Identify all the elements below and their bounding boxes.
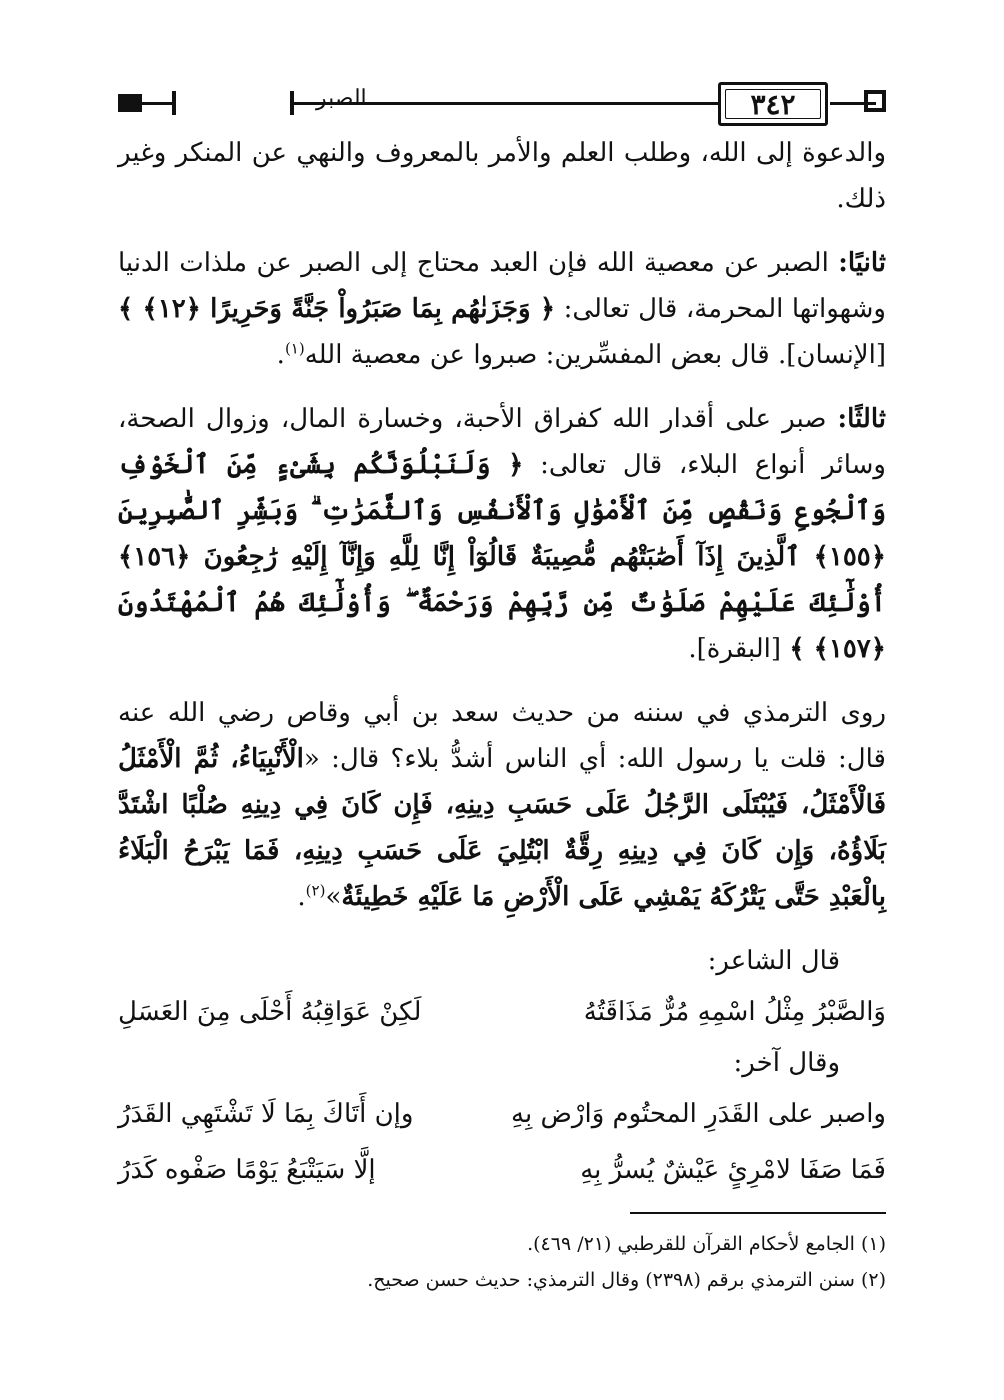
paragraph-text: روى الترمذي في سننه من حديث سعد بن أبي وقاص رضي الله عنه قال: قلت يا رسول الله: أي الناس أشدُّ بلاء؟ قال: « bbox=[118, 698, 886, 774]
paragraph-lead: ثالثًا: bbox=[837, 404, 886, 434]
paragraph bbox=[118, 396, 886, 672]
page-number: ٣٤٢ bbox=[750, 87, 796, 121]
quote-close: » bbox=[325, 882, 342, 912]
book-page bbox=[118, 82, 886, 1298]
poem-intro: قال الشاعر: bbox=[707, 946, 840, 976]
footnote-marker: (٢) bbox=[305, 881, 326, 900]
paragraph-text: صبر على أقدار الله كفراق الأحبة، وخسارة المال، وزوال الصحة، وسائر أنواع البلاء، قال تعالى: bbox=[118, 404, 886, 480]
verse-second-half: إلَّا سَيَتْبَعُ يَوْمًا صَفْوه كَدَرُ bbox=[118, 1155, 376, 1185]
header-divider bbox=[290, 91, 294, 115]
quran-verse: ﴿ وَلَنَبْلُوَنَّكُم بِشَىْءٍ مِّنَ ٱلْخَوْفِ وَٱلْجُوعِ وَنَقْصٍ مِّنَ ٱلْأَمْوَٰلِ وَٱلْأَنفُسِ وَٱلثَّمَرَٰتِ ۗ وَبَشِّرِ ٱلصَّٰبِرِينَ ﴿١٥٥﴾ ٱلَّذِينَ إِذَآ أَصَٰبَتْهُم مُّصِيبَةٌ قَالُوٓاْ إِنَّا لِلَّهِ وَإِنَّآ إِلَيْهِ رَٰجِعُونَ ﴿١٥٦﴾ أُوْلَٰٓئِكَ عَلَيْهِمْ صَلَوَٰتٌ مِّن رَّبِّهِمْ وَرَحْمَةٌ ۖ وَأُوْلَٰٓئِكَ هُمُ ٱلْمُهْتَدُونَ ﴿١٥٧﴾ ﴾ bbox=[118, 450, 886, 664]
header-rule bbox=[830, 102, 876, 105]
footnote-separator bbox=[630, 1212, 886, 1214]
footnote: (٢) سنن الترمذي برقم (٢٣٩٨) وقال الترمذي: حديث حسن صحيح. bbox=[367, 1269, 886, 1291]
paragraph bbox=[118, 690, 886, 920]
quran-verse: ﴿ وَجَزَنٰهُم بِمَا صَبَرُواْ جَنَّةً وَحَرِيرًا ﴿١٢﴾ ﴾ bbox=[118, 294, 556, 324]
punctuation: . bbox=[297, 882, 306, 912]
punctuation: . bbox=[276, 340, 285, 370]
page-header bbox=[118, 82, 886, 130]
verse-first-half: واصبر على القَدَرِ المحتُوم وَارْض بِهِ bbox=[511, 1099, 886, 1129]
verse-second-half: وإن أَتَاكَ بِمَا لَا تَشْتَهِي القَدَرُ bbox=[118, 1099, 414, 1129]
header-rule bbox=[140, 102, 174, 105]
hadith-text: الْأَنْبِيَاءُ، ثُمَّ الْأَمْثَلُ فَالْأَمْثَلُ، فَيُبْتَلَى الرَّجُلُ عَلَى حَسَبِ دِينِهِ، فَإِن كَانَ فِي دِينِهِ صُلْبًا اشْتَدَّ بَلَاؤُهُ، وَإِن كَانَ فِي دِينِهِ رِقَّةٌ ابْتُلِيَ عَلَى حَسَبِ دِينِهِ، فَمَا يَبْرَحُ الْبَلَاءُ بِالْعَبْدِ حَتَّى يَتْرُكَهُ يَمْشِي عَلَى الْأَرْضِ مَا عَلَيْهِ خَطِيئَةٌ bbox=[118, 744, 886, 912]
poem-verse bbox=[118, 984, 886, 1040]
poem-verse bbox=[118, 1086, 886, 1142]
verse-first-half: فَمَا صَفَا لامْرِئٍ عَيْشٌ يُسرُّ بِهِ bbox=[580, 1155, 886, 1185]
chapter-title: الصبر bbox=[316, 86, 367, 111]
verse-reference: [الإنسان]. قال بعض المفسِّرين: صبروا عن معصية الله bbox=[304, 340, 886, 370]
poem-verse bbox=[118, 1142, 886, 1198]
poem-intro: وقال آخر: bbox=[733, 1048, 840, 1078]
paragraph-lead: ثانيًا: bbox=[838, 248, 886, 278]
ornament-square-icon bbox=[864, 90, 886, 112]
footnote-marker: (١) bbox=[284, 339, 305, 358]
paragraph: والدعوة إلى الله، وطلب العلم والأمر بالمعروف والنهي عن المنكر وغير ذلك. bbox=[118, 138, 886, 214]
verse-first-half: وَالصَّبْرُ مِثْلُ اسْمِهِ مُرٌّ مَذَاقَتُهُ bbox=[583, 997, 886, 1027]
page-number-frame bbox=[718, 82, 828, 126]
paragraph-text: الصبر عن معصية الله فإن العبد محتاج إلى الصبر عن ملذات الدنيا وشهواتها المحرمة، قال تعالى: bbox=[118, 248, 886, 324]
footnote: (١) الجامع لأحكام القرآن للقرطبي (٢١/ ٤٦٩). bbox=[527, 1233, 886, 1255]
paragraph bbox=[118, 240, 886, 378]
verse-second-half: لَكِنْ عَوَاقِبُهُ أَحْلَى مِنَ العَسَلِ bbox=[118, 997, 422, 1027]
verse-reference: [البقرة]. bbox=[688, 634, 790, 664]
ornament-block-icon bbox=[118, 94, 142, 112]
